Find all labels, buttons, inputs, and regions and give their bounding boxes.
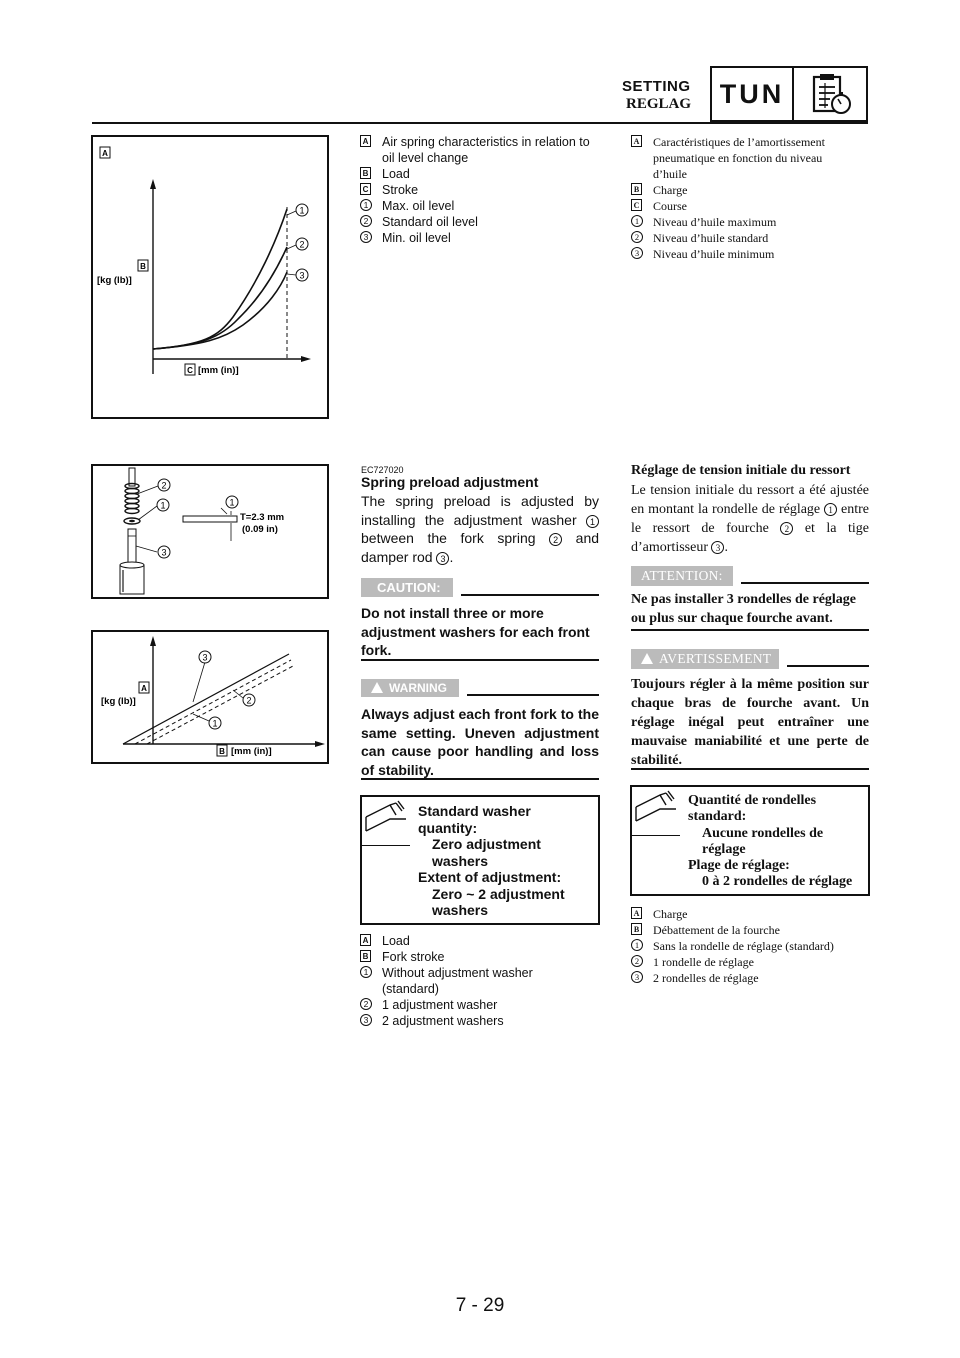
attention-end-rule (631, 629, 869, 631)
spec-label: Extent of adjustment: (418, 869, 562, 885)
legend-item (360, 198, 600, 214)
legend-key-box: B (631, 923, 642, 935)
ref-circle: 3 (436, 552, 449, 565)
caution-header-en (361, 578, 599, 597)
spec-value: washers (432, 852, 489, 869)
legend-item (631, 954, 866, 970)
body-text: The spring preload is adjusted by installing the adjustment washer (361, 493, 599, 528)
fig1-curve-label: 3 (299, 270, 305, 281)
spec-label: Quantité de rondelles (688, 793, 817, 808)
warning-end-rule (361, 778, 599, 780)
fig2-label: 1 (229, 497, 235, 508)
body-text: entre le ressort de fourche (631, 502, 870, 536)
spec-box-en (360, 795, 600, 925)
legend-key-box: A (360, 934, 371, 946)
legend-item (360, 933, 580, 949)
legend-key-circle: 1 (360, 199, 372, 211)
figure1-legend-fr (631, 134, 851, 262)
legend-text: 1 adjustment washer (382, 998, 498, 1012)
legend-key-box: B (631, 183, 642, 195)
spec-value: Zero ~ 2 adjustment (432, 885, 565, 902)
fig2-label: 1 (160, 500, 166, 511)
legend-item (360, 214, 600, 230)
fig3-key-a: A (141, 684, 147, 693)
avertissement-rule (787, 665, 869, 667)
figure-preload-lines (91, 630, 329, 764)
spec-value: réglage (702, 841, 746, 857)
caution-rule (461, 594, 599, 596)
legend-key-box: A (631, 135, 642, 147)
legend-key-circle: 3 (360, 231, 372, 243)
legend-item (360, 182, 600, 198)
caution-label: CAUTION: (361, 578, 453, 597)
legend-text: Max. oil level (382, 199, 455, 213)
legend-text: Load (382, 934, 410, 948)
legend-key-circle: 1 (631, 215, 643, 227)
legend-key-circle: 3 (360, 1014, 372, 1026)
section-header-box (710, 66, 868, 122)
caliper-icon (362, 797, 410, 923)
header-setting: SETTING (622, 78, 691, 95)
fig2-thickness-in: (0.09 in) (242, 524, 278, 535)
legend-key-box: A (631, 907, 642, 919)
legend-key-box: A (360, 135, 371, 147)
fig3-key-b: B (219, 747, 225, 756)
legend-key-box: B (360, 950, 371, 962)
fig1-key-b: B (140, 262, 146, 271)
legend-item (631, 938, 866, 954)
legend-item (631, 198, 851, 214)
fig2-label: 2 (161, 480, 167, 491)
ref-circle: 1 (586, 515, 599, 528)
legend-key-circle: 1 (360, 966, 372, 978)
legend-item (360, 949, 580, 965)
attention-label: ATTENTION: (631, 566, 733, 586)
fig1-key-a: A (102, 149, 108, 158)
spec-label: standard: (688, 809, 747, 825)
legend-item (360, 134, 600, 166)
header-reglag: REGLAG (626, 96, 692, 112)
legend-text: 2 rondelles de réglage (653, 971, 759, 985)
warning-label-wrap (361, 679, 459, 697)
attention-rule (741, 582, 869, 584)
avertissement-text-fr: Toujours régler à la même position sur chaque bras de fourche avant. Un réglage inégal peut entraîner une mauvaise maniabilité et une perte de stabilité. (631, 677, 869, 768)
section-title-fr: Réglage de tension initiale du ressort (631, 463, 851, 478)
header-rule (92, 122, 868, 124)
legend-item (631, 230, 851, 246)
legend-key-circle: 2 (360, 998, 372, 1010)
legend-key-box: B (360, 167, 371, 179)
body-text: and damper rod (361, 530, 600, 565)
legend-text: Niveau d’huile minimum (653, 247, 775, 261)
legend-key-box: C (631, 199, 642, 211)
avertissement-label-wrap (631, 649, 779, 669)
legend-text: Charge (653, 183, 688, 197)
fig2-thickness: T=2.3 mm (240, 512, 285, 523)
legend-item (631, 906, 866, 922)
warning-triangle-icon (641, 653, 653, 664)
legend-item (360, 166, 600, 182)
legend-text: Fork stroke (382, 950, 445, 964)
legend-text: 2 adjustment washers (382, 1014, 504, 1028)
body-text: Le tension initiale du ressort a été ajustée en montant la rondelle de réglage (631, 483, 869, 517)
section-body-en: The spring preload is adjusted by installing the adjustment washer 1 between the fork spring 2 and damper rod 3 . (361, 493, 600, 565)
legend-key-circle: 2 (631, 955, 643, 967)
warning-triangle-icon (371, 682, 383, 693)
legend-text: Caractéristiques de l’amortissement pneumatique en fonction du niveau d’huile (653, 135, 825, 181)
section-title-en: Spring preload adjustment (361, 474, 539, 490)
figure-air-spring-curve (91, 135, 329, 419)
spec-value: Zero adjustment (432, 836, 541, 852)
warning-rule (467, 694, 599, 696)
legend-item (631, 134, 851, 182)
legend-item (631, 214, 851, 230)
fig2-label: 3 (161, 547, 167, 558)
legend-text: Without adjustment washer (standard) (382, 966, 533, 996)
legend-text: 1 rondelle de réglage (653, 955, 754, 969)
spec-label: Plage de réglage: (688, 858, 790, 874)
body-text: et la tige d’amortisseur (631, 521, 869, 555)
spec-value: Aucune rondelles de (702, 825, 824, 841)
spec-value: 0 à 2 rondelles de réglage (702, 874, 853, 890)
spec-label: quantity: (418, 819, 478, 836)
section-code-en: EC727020 (361, 465, 404, 475)
legend-text: Load (382, 167, 410, 181)
legend-key-circle: 3 (631, 247, 643, 259)
legend-item (631, 922, 866, 938)
spec-text-fr (680, 787, 858, 894)
legend-key-circle: 2 (360, 215, 372, 227)
warning-text-en: Always adjust each front fork to the same setting. Uneven adjustment can cause poor handling and loss of stability. (361, 706, 599, 778)
fig3-y-unit: [kg (lb)] (101, 696, 136, 707)
fig1-key-c: C (187, 366, 193, 375)
fig1-curve-label: 2 (299, 239, 305, 250)
section-body-fr: Le tension initiale du ressort a été ajustée en montant la rondelle de réglage 1 entre le ressort de fourche 2 et la tige d’amortisseur 3 . (631, 483, 870, 555)
legend-text: Sans la rondelle de réglage (standard) (653, 939, 834, 953)
figure3-legend-en (360, 933, 580, 1029)
legend-item (360, 1013, 580, 1029)
legend-text: Charge (653, 907, 688, 921)
spec-label: Standard washer (418, 803, 531, 819)
legend-text: Min. oil level (382, 231, 451, 245)
legend-text: Course (653, 199, 687, 213)
legend-item (631, 970, 866, 986)
fig1-x-unit: [mm (in)] (198, 365, 239, 376)
legend-text: Débattement de la fourche (653, 923, 780, 937)
legend-text: Niveau d’huile standard (653, 231, 769, 245)
ref-circle: 2 (549, 533, 562, 546)
spec-value: washers (432, 902, 489, 918)
body-text: between the fork spring (361, 530, 536, 546)
warning-label: WARNING (389, 681, 447, 695)
fig3-line-label: 3 (202, 652, 208, 663)
legend-text: Niveau d’huile maximum (653, 215, 777, 229)
clipboard-stopwatch-icon (794, 68, 866, 120)
fig3-line-label: 1 (212, 718, 218, 729)
legend-key-circle: 3 (631, 971, 643, 983)
legend-item (360, 230, 600, 246)
page-number: 7 - 29 (455, 1295, 505, 1316)
legend-text: Standard oil level (382, 215, 478, 229)
figure1-legend-en (360, 134, 600, 246)
warning-header-en (361, 679, 599, 697)
avertissement-header-fr (631, 649, 869, 669)
attention-header-fr (631, 566, 869, 586)
caution-end-rule (361, 659, 599, 661)
caution-text-en: Do not install three or more adjustment washers for each front fork. (361, 605, 590, 658)
fig3-x-unit: [mm (in)] (231, 746, 272, 757)
figure3-legend-fr (631, 906, 866, 986)
spec-box-fr (630, 785, 870, 896)
section-code: TUN (712, 68, 794, 120)
fig1-curve-label: 1 (299, 205, 305, 216)
legend-item (360, 997, 580, 1013)
legend-text: Stroke (382, 183, 419, 197)
legend-item (631, 246, 851, 262)
ref-circle: 3 (711, 541, 724, 554)
fig1-y-unit: [kg (lb)] (97, 275, 132, 286)
fig3-line-label: 2 (246, 695, 252, 706)
figure-washer-installation (91, 464, 329, 599)
ref-circle: 1 (824, 503, 837, 516)
legend-item (631, 182, 851, 198)
spec-text-en (410, 797, 571, 923)
legend-item (360, 965, 580, 997)
legend-key-circle: 2 (631, 231, 643, 243)
legend-key-box: C (360, 183, 371, 195)
legend-text: Air spring characteristics in relation to oil level change (382, 135, 590, 165)
avertissement-label: AVERTISSEMENT (659, 651, 772, 666)
avertissement-end-rule (631, 768, 869, 770)
ref-circle: 2 (780, 522, 793, 535)
attention-text-fr: Ne pas installer 3 rondelles de réglage ou plus sur chaque fourche avant. (631, 592, 857, 626)
legend-key-circle: 1 (631, 939, 643, 951)
caliper-icon (632, 787, 680, 894)
